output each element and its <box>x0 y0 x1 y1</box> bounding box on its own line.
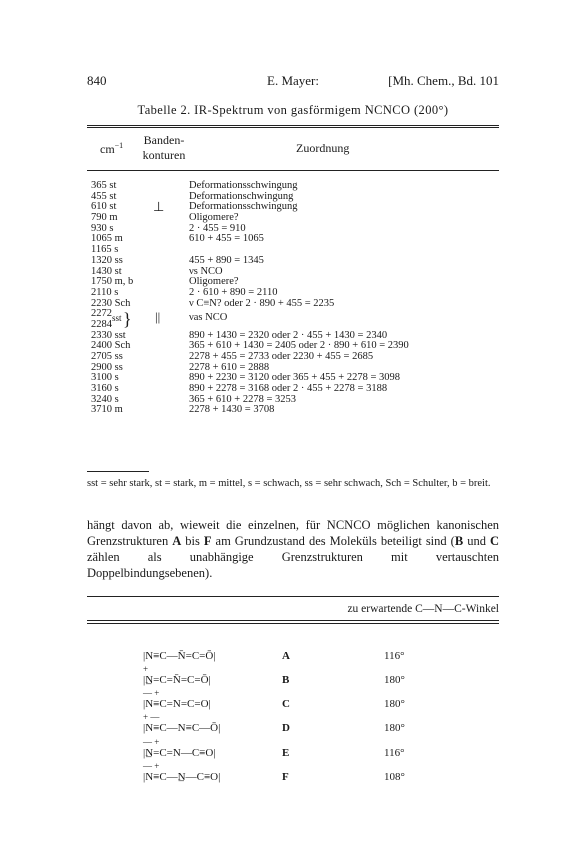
body-paragraph: hängt davon ab, wieweit die einzelnen, für NCNCO möglichen kanonischen Grenzstrukturen A bis F am Grundzustand des Moleküls beteiligt sind (B und C zählen als unabhängige Grenzstrukturen mit vertauschten Doppelbindungsebenen). <box>87 518 499 580</box>
table-row: 2400 Sch 365 + 610 + 1430 = 2405 oder 2 · 890 + 610 = 2390 <box>91 340 409 352</box>
structure-angle-d: 180° <box>384 722 405 734</box>
author: E. Mayer: <box>267 73 319 88</box>
structure-angle-a: 116° <box>384 650 405 662</box>
structure-label-b: B <box>282 674 290 686</box>
structure-charges-e: — + <box>143 737 160 747</box>
table-caption: Tabelle 2. IR-Spektrum von gasförmigem NCNCO (200°) <box>137 103 449 117</box>
structure-label-d: D <box>282 722 290 734</box>
structure-charges-c: — + <box>143 688 160 698</box>
structure-angle-e: 116° <box>384 747 405 759</box>
angle-column-header: zu erwartende C—N—C-Winkel <box>347 603 499 615</box>
table-row: 3240 s 365 + 610 + 2278 = 3253 <box>91 393 297 405</box>
structures-header-rule-2 <box>87 623 499 624</box>
structure-formula-d: |N≡C—N≡C—Ō| <box>143 722 221 734</box>
journal-reference: [Mh. Chem., Bd. 101 <box>388 73 499 88</box>
structure-formula-e: |N̲=C=N—C≡O| <box>143 747 216 759</box>
table-row-pair: 2272 2284 sst } || νas NCO <box>91 308 228 330</box>
structure-formula-c: |N≡C=N=C=O| <box>143 698 211 710</box>
table-row: 3100 s 890 + 2230 = 3120 oder 365 + 455 + 2278 = 3098 <box>91 372 401 384</box>
structures-top-rule <box>87 596 499 597</box>
table-footnote: sst = sehr stark, st = stark, m = mittel, s = schwach, ss = sehr schwach, Sch = Schulter, b = breit. <box>87 478 491 489</box>
table-row: 2330 sst 890 + 1430 = 2320 oder 2 · 455 + 1430 = 2340 <box>91 329 388 341</box>
table-row: 790 m Oligomere? <box>91 212 239 224</box>
structure-charges-f: — + <box>143 761 160 771</box>
table-row: 1750 m, b Oligomere? <box>91 276 239 288</box>
structure-formula-b: |N̲=C=N̄=C=Ō| <box>143 674 211 686</box>
col-header-cm: $cm^{-1}$ <box>100 141 124 156</box>
table-row: 1065 m 610 + 455 = 1065 <box>91 233 264 245</box>
structure-charges-b: + <box>143 664 149 674</box>
table-row: 3160 s 890 + 2278 = 3168 oder 2 · 455 + 2278 = 3188 <box>91 383 388 395</box>
col-header-bandenkonturen: Banden- konturen <box>142 133 186 162</box>
structures-header-rule <box>87 620 499 621</box>
structure-angle-f: 108° <box>384 771 405 783</box>
table-row: 1430 st νs NCO <box>91 265 223 277</box>
structure-angle-b: 180° <box>384 674 405 686</box>
structure-label-f: F <box>282 771 289 783</box>
brace-icon: } <box>123 309 132 330</box>
structure-label-c: C <box>282 698 290 710</box>
structure-charges-d: + — <box>143 712 160 722</box>
table-row: 2110 s 2 · 610 + 890 = 2110 <box>91 286 278 298</box>
perpendicular-contour: ⊥ <box>153 199 165 215</box>
table-row: 1320 ss 455 + 890 = 1345 <box>91 254 264 266</box>
table-row: 3710 m 2278 + 1430 = 3708 <box>91 404 275 416</box>
table-header-rule <box>87 170 499 171</box>
table-top-rule <box>87 125 499 126</box>
structure-label-e: E <box>282 747 290 759</box>
table-row: 455 st Deformationschwingung <box>91 190 294 202</box>
page-number: 840 <box>87 73 107 88</box>
table-row: 1165 s <box>91 244 119 256</box>
structure-formula-f: |N≡C—N̲—C≡O| <box>143 771 221 783</box>
table-top-rule-2 <box>87 127 499 128</box>
table-row: 930 s 2 · 455 = 910 <box>91 222 246 234</box>
structure-angle-c: 180° <box>384 698 405 710</box>
footnote-rule <box>87 471 149 472</box>
table-row: 2900 ss 2278 + 610 = 2888 <box>91 361 270 373</box>
structure-label-a: A <box>282 650 290 662</box>
table-body <box>91 181 501 416</box>
table-row: 2230 Sch ν C≡N? oder 2 · 890 + 455 = 2235 <box>91 297 335 309</box>
parallel-contour: || <box>155 309 161 325</box>
table-row: 2705 ss 2278 + 455 = 2733 oder 2230 + 455 = 2685 <box>91 351 374 363</box>
table-row: 610 st ⊥ Deformationsschwingung <box>91 199 298 215</box>
table-row: 365 st Deformationsschwingung <box>91 180 298 191</box>
col-header-zuordnung: Zuordnung <box>296 141 350 155</box>
structure-formula-a: |N≡C—N̄=C=Ō| <box>143 650 216 662</box>
